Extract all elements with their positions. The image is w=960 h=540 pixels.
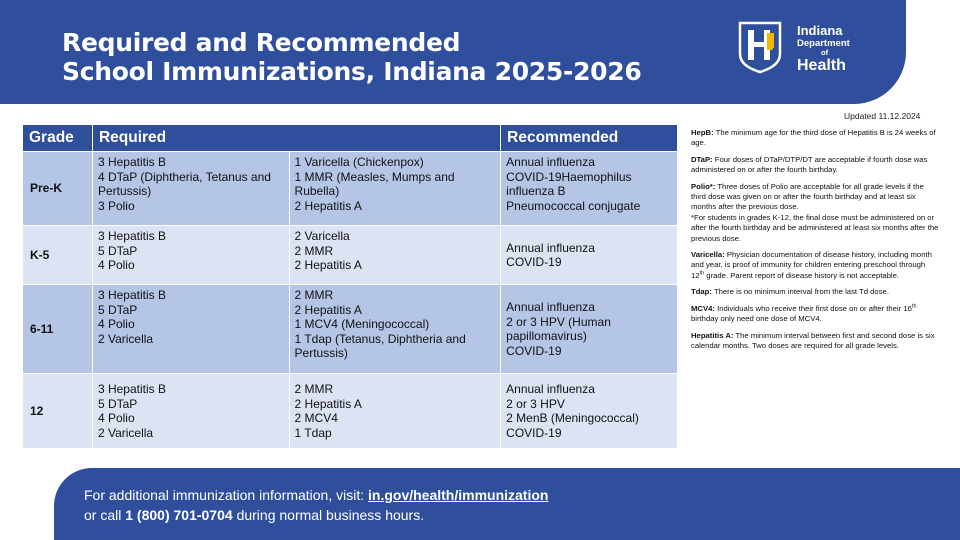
vaccine-item: 3 Hepatitis B <box>97 382 166 396</box>
vaccine-item: 2 or 3 HPV (Human papillomavirus) <box>506 314 611 343</box>
recommended-cell <box>501 374 678 449</box>
vaccine-item: 2 Hepatitis A <box>294 258 362 272</box>
footer-contact <box>84 485 548 525</box>
note-text-2: *For students in grades K-12, the final dose must be administered on or after the fourth birthday and be administered at least six months after the previous dose. <box>691 212 939 243</box>
logo-wordmark <box>797 24 850 74</box>
vaccine-item: 2 Varicella <box>97 425 154 440</box>
logo-line-3: of <box>821 48 829 57</box>
vaccine-item: Pneumococcal conjugate <box>506 198 641 213</box>
vaccine-item: 2 MCV4 <box>294 411 338 425</box>
vaccine-item: 3 Hepatitis B <box>97 155 166 169</box>
required-cell-1 <box>92 285 289 374</box>
vaccine-item: COVID-19 <box>506 425 562 440</box>
vaccine-item: 2 Hepatitis A <box>294 396 362 411</box>
vaccine-item: 2 MMR <box>294 382 334 396</box>
vaccine-item: 4 Polio <box>97 411 135 425</box>
vaccine-item: 4 Polio <box>97 258 135 272</box>
note-text: Physician documentation of disease history, including month and year, is proof of immunity for children entering preschool through 12 <box>691 250 932 280</box>
required-cell-2 <box>289 226 501 285</box>
vaccine-item: 1 Tdap (Tetanus, Diphtheria and Pertussis) <box>294 331 466 360</box>
recommended-cell <box>501 152 678 226</box>
vaccine-item: 3 Hepatitis B <box>97 229 166 243</box>
vaccine-item: 1 Varicella (Chickenpox) <box>294 155 424 169</box>
logo-line-1: Indiana <box>797 23 843 38</box>
vaccine-item: 2 MMR <box>294 243 334 258</box>
note-text: Four doses of DTaP/DTP/DT are acceptable if fourth dose was administered on or after the fourth birthday. <box>691 154 928 175</box>
vaccine-item: 2 or 3 HPV <box>506 396 565 411</box>
vaccine-item: 5 DTaP <box>97 396 138 411</box>
note-hepb <box>691 128 939 149</box>
required-cell-2 <box>289 285 501 374</box>
vaccine-item: 4 Polio <box>97 317 135 331</box>
note-term: Hepatitis A: <box>691 330 734 340</box>
note-term: Tdap: <box>691 287 712 297</box>
vaccine-item: COVID-19 <box>506 255 562 269</box>
note-text: birthday only need one dose of MCV4. <box>691 314 822 324</box>
indiana-health-logo-icon <box>737 20 783 74</box>
note-tdap <box>691 287 939 297</box>
immunization-link[interactable]: in.gov/health/immunization <box>368 487 549 503</box>
vaccine-item: 2 Hepatitis A <box>294 198 362 213</box>
grade-cell: 12 <box>23 374 93 449</box>
indiana-department-of-health-logo <box>737 20 877 86</box>
vaccine-item: 2 Hepatitis A <box>294 302 362 317</box>
vaccine-item: 4 DTaP (Diphtheria, Tetanus and Pertussis) <box>97 169 271 198</box>
page-title <box>62 28 641 86</box>
note-term: Polio*: <box>691 181 716 191</box>
grade-cell: Pre-K <box>23 152 93 226</box>
required-cell-1 <box>92 226 289 285</box>
note-varicella <box>691 250 939 281</box>
note-term: MCV4: <box>691 303 715 313</box>
phone-number[interactable]: 1 (800) 701-0704 <box>125 507 233 523</box>
vaccine-item: Annual influenza <box>506 300 595 314</box>
note-text: The minimum age for the third dose of Hepatitis B is 24 weeks of age. <box>691 128 936 148</box>
vaccine-item: COVID-19 <box>506 343 562 358</box>
table-row <box>23 226 678 285</box>
footnotes-panel <box>691 128 939 357</box>
vaccine-item: 1 MCV4 (Meningococcal) <box>294 317 430 331</box>
footer-call-text: or call <box>84 507 122 523</box>
grade-cell: K-5 <box>23 226 93 285</box>
note-hepatitis-a <box>691 331 939 352</box>
grade-header: Grade <box>23 125 93 152</box>
recommended-cell <box>501 285 678 374</box>
vaccine-item: COVID-19Haemophilus influenza B <box>506 169 632 198</box>
recommended-cell <box>501 226 678 285</box>
recommended-header: Recommended <box>501 125 678 152</box>
table-header-row <box>23 125 678 152</box>
ordinal-suffix: th <box>911 303 917 310</box>
vaccine-item: 2 Varicella <box>294 229 350 243</box>
note-term: Varicella: <box>691 250 725 260</box>
vaccine-item: 2 Varicella <box>97 331 154 346</box>
vaccine-item: 1 MMR (Measles, Mumps and Rubella) <box>294 169 455 198</box>
logo-line-4: Health <box>797 57 846 74</box>
vaccine-item: 2 MMR <box>294 288 334 302</box>
vaccine-item: 3 Polio <box>97 198 135 213</box>
note-dtap <box>691 155 939 176</box>
title-line-1: Required and Recommended <box>62 28 461 57</box>
vaccine-item: Annual influenza <box>506 155 595 169</box>
vaccine-item: 3 Hepatitis B <box>97 288 166 302</box>
note-text: There is no minimum interval from the last Td dose. <box>713 287 889 297</box>
updated-date: Updated 11.12.2024 <box>844 111 921 121</box>
footer-visit-text: For additional immunization information, visit: <box>84 487 365 503</box>
note-text: Individuals who receive their first dose on or after their 16 <box>717 303 912 313</box>
vaccine-item: 1 Tdap <box>294 425 332 440</box>
vaccine-item: Annual influenza <box>506 382 595 396</box>
grade-cell: 6-11 <box>23 285 93 374</box>
required-header: Required <box>92 125 500 152</box>
required-cell-1 <box>92 152 289 226</box>
required-cell-1 <box>92 374 289 449</box>
vaccine-item: 5 DTaP <box>97 302 138 317</box>
title-line-2: School Immunizations, Indiana 2025-2026 <box>62 57 642 86</box>
footer-line-2 <box>84 505 548 525</box>
note-term: DTaP: <box>691 154 713 164</box>
vaccine-item: Annual influenza <box>506 240 595 255</box>
note-text: grade. Parent report of disease history is not acceptable. <box>706 270 900 280</box>
required-cell-2 <box>289 152 501 226</box>
logo-line-2: Department <box>797 38 850 49</box>
note-text: Three doses of Polio are acceptable for all grade levels if the third dose was given on or after the fourth birthday and at least six months after the previous dose. <box>691 181 924 212</box>
note-polio <box>691 182 939 244</box>
required-cell-2 <box>289 374 501 449</box>
footer-line-1 <box>84 485 548 505</box>
note-term: HepB: <box>691 128 714 137</box>
note-mcv4 <box>691 304 939 325</box>
vaccine-item: 5 DTaP <box>97 243 138 258</box>
table-row <box>23 374 678 449</box>
table-row <box>23 152 678 226</box>
footer-hours-text: during normal business hours. <box>236 507 425 523</box>
vaccine-item: 2 MenB (Meningococcal) <box>506 411 639 425</box>
ordinal-suffix: th <box>699 270 705 277</box>
table-row <box>23 285 678 374</box>
immunization-table <box>22 124 678 449</box>
note-text: The minimum interval between first and second dose is six calendar months. Two doses are required for all grade levels. <box>691 330 935 350</box>
